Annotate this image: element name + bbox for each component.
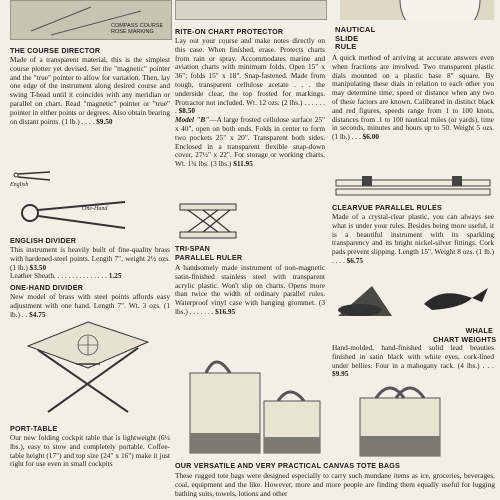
leather-sheath-line: Leather Sheath. . . . . . . . . . . . . . . bbox=[10, 271, 107, 281]
course-director-body: Made of a transparent material, this is the simplest course plotter yet devised. Set the "magnetic" pointer and the "true" pointer to allow for variation. Then, lay one edge of the instrument along desired course and swing T-head until it coincides with any meridian or parallel on chart. Read "magnetic" pointer or "true" pointer in either points or degrees. Also obtain bearing on distant points. (1 lb.) . . . . bbox=[10, 55, 170, 126]
chart-protector-title: RITE-ON CHART PROTECTOR bbox=[175, 27, 284, 36]
nautical-slide-rule-price: $6.00 bbox=[362, 132, 380, 142]
tri-span-price: $16.95 bbox=[215, 306, 236, 316]
english-divider-title: ENGLISH DIVIDER bbox=[10, 236, 77, 245]
tri-span-image bbox=[178, 200, 238, 242]
course-director-price: $9.50 bbox=[96, 116, 113, 126]
tote-bags-title: OUR VERSATILE AND VERY PRACTICAL CANVAS TOTE BAGS bbox=[175, 461, 401, 470]
nautical-slide-rule-image bbox=[340, 0, 494, 20]
english-divider-label: English bbox=[10, 182, 29, 188]
nautical-slide-rule-description bbox=[332, 54, 494, 142]
clearvue-drawing bbox=[332, 176, 494, 198]
one-hand-divider-label: One-Hand bbox=[82, 206, 108, 212]
port-table-image bbox=[18, 320, 154, 416]
tri-span-title: TRI-SPAN PARALLEL RULER bbox=[175, 244, 243, 262]
tote-bags-drawing bbox=[186, 355, 326, 455]
large-tote-bag-image bbox=[340, 378, 460, 458]
model-b-label: Model "B" bbox=[175, 115, 210, 125]
whale-body: Hand-molded, hand-finished solid lead beauties finished in satin black with white eyes, cork-lined under bellies. Four in a mahogany rack. (4 lbs.) . . . bbox=[332, 343, 494, 370]
one-hand-divider-price: $4.75 bbox=[29, 309, 46, 319]
whale-chart-weights-image bbox=[332, 266, 494, 320]
large-tote-bag-drawing bbox=[340, 378, 460, 458]
whale-drawing bbox=[332, 266, 494, 320]
port-table-drawing bbox=[18, 320, 154, 416]
clearvue-price: $6.75 bbox=[346, 255, 364, 265]
leather-sheath-price: 1.25 bbox=[108, 271, 122, 281]
port-table-body: Our new folding cockpit table that is lightweight (6¼ lbs.), easy to stow and completely portable. Coffee-table height (17") and top size (24" x 16") make it just right for use even in small cockpits bbox=[10, 433, 170, 469]
clearvue-title: CLEARVUE PARALLEL RULES bbox=[332, 203, 443, 212]
course-director-title: THE COURSE DIRECTOR bbox=[10, 46, 101, 55]
port-table-title: PORT-TABLE bbox=[10, 424, 58, 433]
whale-price: $9.95 bbox=[332, 369, 349, 379]
course-director-image-caption: COMPASS COURSE ROSE MARKING bbox=[111, 23, 164, 35]
chart-protector-description bbox=[175, 37, 325, 169]
chart-protector-image bbox=[175, 0, 327, 20]
whale-description bbox=[332, 344, 494, 379]
one-hand-divider-body: New model of brass with steel points affords easy adjustment with one hand. Length 7". Wt. 3 ozs. (1 lb.) . . bbox=[10, 292, 170, 319]
tri-span-drawing bbox=[178, 200, 238, 242]
clearvue-description bbox=[332, 213, 494, 266]
english-divider-price: $3.50 bbox=[29, 262, 47, 272]
clearvue-image bbox=[332, 176, 494, 198]
english-divider-body: This instrument is heavily built of fine-quality brass with hardened-steel points. Length 7", weight 2½ ozs. (1 lb.) bbox=[10, 245, 170, 272]
dividers-drawing bbox=[10, 168, 130, 238]
whale-title: WHALE CHART WEIGHTS bbox=[433, 326, 497, 344]
slide-rule-drawing bbox=[340, 0, 494, 20]
nautical-slide-rule-title: NAUTICAL SLIDE RULE bbox=[335, 25, 376, 51]
tote-bags-image bbox=[186, 355, 326, 455]
chart-protector-body: Lay out your course and make notes directly on this case. When finished, erase. Protects charts from rain or spray. Accommodates marine and aviation charts with minimum folds, Open 15" x 36"; folds 15" x 18". Snap-fastened. Made from tough, transparent cellulose acetate . . . the underside clear, the top frosted for markings. Protractor not included. Wt. 12 ozs. (2 lbs.) . . . . . . . bbox=[175, 36, 325, 116]
dividers-image bbox=[10, 168, 130, 238]
nautical-slide-rule-body: A quick method of arriving at accurate answers even when fractions are involved. Two transparent plastic dials mounted on a plastic base 8" square. By manipulating these dials in relation to each other you may determine time, speed or distance when any two of these factors are known. Calibrated in distinct black and red figures, speeds range from 1 to 100 knots, distances from .1 to 100 nautical miles (or yards), time in seconds, minutes and hours up to 50. Weight 5 ozs. (1 lb.) . . . bbox=[332, 53, 494, 142]
chart-protector-price: $8.50 bbox=[178, 106, 196, 116]
course-director-description bbox=[10, 56, 170, 126]
tri-span-description bbox=[175, 264, 325, 317]
tote-bags-body: These rugged tote bags were designed especially to carry such mundane items as ice, groceries, beverages, coal, equipment and the like. However, more and more people are finding them equally useful for lugging bathing suits, towels, lotions and other bbox=[175, 471, 495, 498]
course-director-image bbox=[10, 0, 172, 40]
english-divider-description bbox=[10, 246, 170, 281]
model-b-price: $11.95 bbox=[233, 159, 253, 169]
one-hand-divider-title: ONE-HAND DIVIDER bbox=[10, 283, 84, 292]
clearvue-body: Made of a crystal-clear plastic, you can always see what is under your rules. Besides being more useful, it is a beautiful instrument with its sparkling transparency and its bright nickel-silver fittings. Cork pads prevent slipping. Length 15". Weight 8 ozs. (1 lb.) . . . . bbox=[332, 212, 494, 265]
one-hand-divider-description bbox=[10, 293, 170, 319]
model-b-body: —A large frosted cellulose surface 25" x 40", open on both ends. Folds in center to form two pockets 25" x 20". Transparent both sides. Enclosed in a transparent flexible snap-down cover, 27½" x 22". For storage or working charts. Wt. 1¾ lbs. (3 lbs.) bbox=[175, 115, 325, 169]
tri-span-body: A handsomely made instrument of non-magnetic satin-finished stainless steel with transparent acrylic plastic. Won't slip on charts. Opens more than twice the width of ordinary parallel rules. Waterproof vinyl case with hanging grommet. (3 lbs.) . . . . . . . bbox=[175, 263, 325, 316]
